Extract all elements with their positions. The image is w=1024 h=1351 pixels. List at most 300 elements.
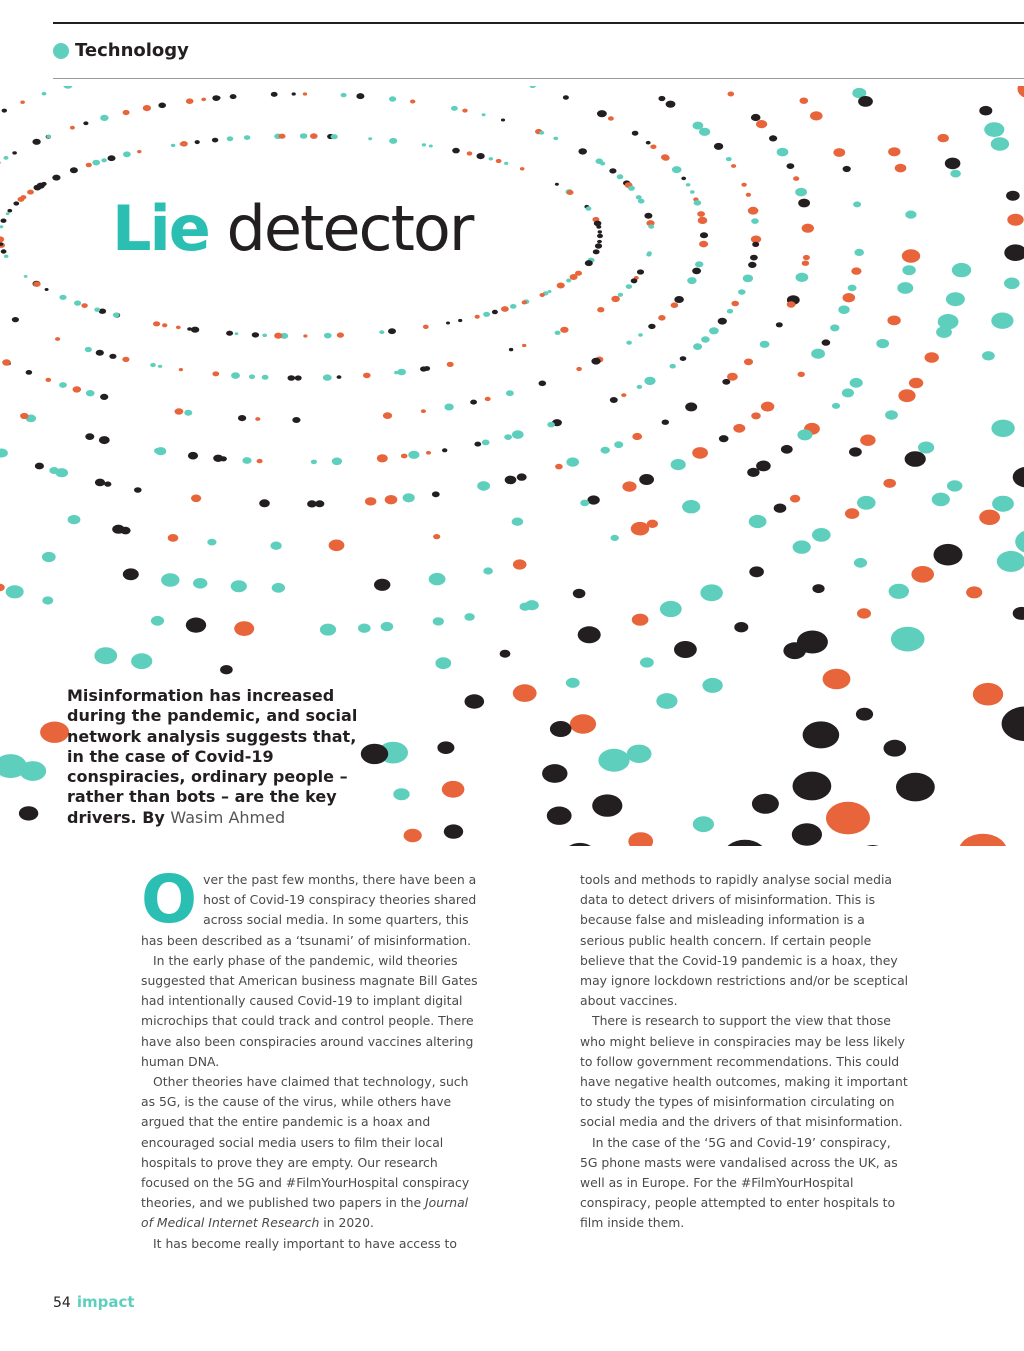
pattern-dot bbox=[811, 349, 825, 359]
pattern-dot bbox=[909, 378, 923, 389]
pattern-dot bbox=[85, 347, 92, 352]
pattern-dot bbox=[1, 249, 7, 253]
pattern-dot bbox=[843, 293, 856, 302]
section-dot-icon bbox=[53, 43, 69, 59]
pattern-dot bbox=[611, 535, 619, 541]
pattern-dot bbox=[885, 410, 898, 419]
pattern-dot bbox=[614, 441, 623, 448]
pattern-dot bbox=[12, 317, 19, 322]
pattern-dot bbox=[719, 435, 729, 442]
pattern-dot bbox=[597, 240, 602, 243]
pattern-dot bbox=[381, 622, 394, 631]
page-footer bbox=[53, 1293, 135, 1311]
pattern-dot bbox=[787, 301, 796, 307]
pattern-dot bbox=[694, 200, 702, 206]
pattern-dot bbox=[891, 627, 925, 652]
pattern-dot bbox=[761, 402, 774, 412]
pattern-dot bbox=[7, 209, 12, 213]
pattern-dot bbox=[513, 559, 527, 569]
pattern-dot bbox=[550, 721, 572, 737]
pattern-dot bbox=[444, 404, 453, 411]
pattern-dot bbox=[295, 375, 302, 380]
pattern-dot bbox=[671, 459, 686, 470]
pattern-dot bbox=[555, 464, 563, 470]
pattern-dot bbox=[95, 479, 105, 487]
pattern-dot bbox=[447, 362, 454, 367]
pattern-dot bbox=[749, 566, 764, 577]
top-rule bbox=[53, 22, 1024, 24]
pattern-dot bbox=[122, 357, 129, 362]
pattern-dot bbox=[238, 415, 246, 421]
pattern-dot bbox=[854, 249, 864, 256]
pattern-dot bbox=[803, 721, 840, 748]
pattern-dot bbox=[131, 653, 152, 669]
pattern-dot bbox=[504, 162, 508, 165]
pattern-dot bbox=[587, 495, 599, 504]
pattern-dot bbox=[596, 225, 601, 229]
pattern-dot bbox=[723, 840, 767, 846]
pattern-dot bbox=[631, 522, 649, 536]
pattern-dot bbox=[644, 377, 655, 385]
pattern-dot bbox=[168, 534, 179, 542]
pattern-dot bbox=[670, 364, 676, 369]
pattern-dot bbox=[1002, 707, 1024, 742]
pattern-dot bbox=[672, 166, 682, 173]
pattern-dot bbox=[692, 268, 701, 275]
pattern-dot bbox=[393, 788, 409, 800]
pattern-dot bbox=[249, 374, 255, 379]
pattern-dot bbox=[992, 496, 1014, 512]
pattern-dot bbox=[848, 285, 857, 292]
pattern-dot bbox=[442, 781, 465, 798]
pattern-dot bbox=[492, 310, 498, 315]
pattern-dot bbox=[887, 316, 900, 326]
pattern-dot bbox=[722, 379, 730, 385]
pattern-dot bbox=[429, 573, 446, 585]
pattern-dot bbox=[134, 487, 142, 493]
pattern-dot bbox=[86, 163, 92, 168]
pattern-dot bbox=[150, 363, 156, 367]
pattern-dot bbox=[379, 330, 384, 334]
pattern-dot bbox=[1004, 244, 1024, 261]
pattern-dot bbox=[311, 460, 317, 465]
pattern-dot bbox=[0, 161, 1, 164]
pattern-dot bbox=[945, 158, 961, 170]
pattern-dot bbox=[743, 275, 753, 283]
pattern-dot bbox=[570, 714, 596, 733]
pattern-dot bbox=[888, 147, 900, 156]
pattern-dot bbox=[109, 354, 116, 359]
pattern-dot bbox=[793, 176, 799, 181]
pattern-dot bbox=[442, 448, 447, 452]
pattern-dot bbox=[792, 823, 822, 845]
pattern-dot bbox=[591, 358, 600, 365]
pattern-dot bbox=[0, 449, 8, 458]
pattern-dot bbox=[826, 802, 870, 835]
article-title bbox=[112, 192, 473, 265]
pattern-dot bbox=[593, 249, 600, 254]
pattern-dot bbox=[823, 669, 851, 690]
pattern-dot bbox=[389, 96, 396, 101]
pattern-dot bbox=[137, 150, 141, 153]
pattern-dot bbox=[902, 265, 915, 275]
pattern-dot bbox=[701, 336, 710, 342]
pattern-dot bbox=[687, 277, 696, 284]
pattern-dot bbox=[108, 155, 116, 161]
pattern-dot bbox=[747, 468, 759, 477]
pattern-dot bbox=[483, 312, 490, 317]
pattern-dot bbox=[539, 131, 544, 135]
pattern-dot bbox=[331, 134, 338, 139]
pattern-dot bbox=[727, 309, 733, 314]
pattern-dot bbox=[570, 274, 578, 280]
pattern-dot bbox=[731, 164, 736, 168]
pattern-dot bbox=[700, 232, 708, 238]
pattern-dot bbox=[337, 332, 344, 337]
pattern-dot bbox=[936, 326, 952, 338]
pattern-dot bbox=[905, 211, 916, 219]
pattern-dot bbox=[718, 318, 727, 325]
pattern-dot bbox=[699, 128, 710, 136]
pattern-dot bbox=[597, 234, 603, 238]
pattern-dot bbox=[627, 745, 652, 763]
pattern-dot bbox=[950, 170, 961, 178]
pattern-dot bbox=[597, 110, 607, 117]
pattern-dot bbox=[220, 665, 233, 674]
pattern-dot bbox=[798, 372, 805, 377]
pattern-dot bbox=[70, 126, 75, 130]
pattern-dot bbox=[567, 190, 574, 195]
pattern-dot bbox=[632, 433, 642, 440]
title-rest-word: detector bbox=[226, 192, 473, 265]
pattern-dot bbox=[201, 98, 206, 102]
pattern-dot bbox=[358, 624, 371, 633]
pattern-dot bbox=[692, 447, 708, 459]
pattern-dot bbox=[938, 134, 949, 142]
pattern-dot bbox=[193, 578, 207, 589]
pattern-dot bbox=[230, 94, 237, 99]
pattern-dot bbox=[905, 451, 926, 467]
pattern-dot bbox=[188, 452, 198, 460]
pattern-dot bbox=[356, 93, 364, 99]
pattern-dot bbox=[751, 412, 761, 419]
pattern-dot bbox=[648, 224, 654, 228]
pattern-dot bbox=[52, 175, 60, 181]
pattern-dot bbox=[621, 393, 626, 397]
pattern-dot bbox=[506, 390, 514, 396]
pattern-dot bbox=[171, 144, 176, 147]
pattern-dot bbox=[92, 160, 100, 166]
pattern-dot bbox=[693, 816, 714, 832]
pattern-dot bbox=[483, 567, 493, 574]
pattern-dot bbox=[123, 110, 130, 115]
pattern-dot bbox=[477, 153, 485, 159]
pattern-dot bbox=[474, 442, 481, 447]
pattern-dot bbox=[849, 447, 862, 456]
magazine-name: impact bbox=[76, 1293, 135, 1311]
pattern-dot bbox=[42, 552, 56, 562]
pattern-dot bbox=[257, 459, 263, 463]
pattern-dot bbox=[685, 402, 697, 411]
pattern-dot bbox=[4, 255, 9, 258]
pattern-dot bbox=[592, 794, 622, 816]
pattern-dot bbox=[341, 93, 347, 97]
pattern-dot bbox=[26, 370, 33, 375]
pattern-dot bbox=[272, 583, 285, 593]
pattern-dot bbox=[176, 326, 181, 330]
pattern-dot bbox=[279, 134, 286, 139]
pattern-dot bbox=[408, 451, 419, 459]
pattern-dot bbox=[777, 148, 789, 157]
pattern-dot bbox=[1006, 191, 1020, 201]
pattern-dot bbox=[99, 436, 110, 444]
pattern-dot bbox=[0, 225, 3, 228]
pattern-dot bbox=[726, 157, 732, 161]
paragraph: In the early phase of the pandemic, wild theories suggested that American business magnate Bill Gates had intentionally caused Covid-19 to implant digital microchips that could track and control people. There have also been conspiracies around vaccines altering human DNA. bbox=[141, 952, 478, 1069]
pattern-dot bbox=[512, 430, 524, 439]
byline-author: Wasim Ahmed bbox=[170, 807, 286, 827]
pattern-dot bbox=[227, 136, 234, 141]
pattern-dot bbox=[123, 151, 131, 157]
pattern-dot bbox=[547, 807, 572, 825]
pattern-dot bbox=[628, 186, 635, 191]
pattern-dot bbox=[83, 121, 88, 125]
pattern-dot bbox=[464, 613, 474, 621]
pattern-dot bbox=[374, 579, 390, 591]
pattern-dot bbox=[733, 424, 745, 433]
pattern-dot bbox=[467, 151, 473, 155]
pattern-dot bbox=[748, 207, 759, 215]
pattern-dot bbox=[646, 141, 651, 145]
pattern-dot bbox=[423, 325, 429, 329]
pattern-dot bbox=[207, 539, 216, 546]
pattern-dot bbox=[505, 476, 517, 485]
pattern-dot bbox=[470, 400, 477, 405]
pattern-dot bbox=[658, 96, 665, 101]
pattern-dot bbox=[895, 164, 907, 173]
journal-name: Journal of Medical Internet Research bbox=[141, 1195, 469, 1231]
pattern-dot bbox=[74, 300, 81, 305]
pattern-dot bbox=[631, 278, 638, 283]
pattern-dot bbox=[70, 167, 78, 173]
pattern-dot bbox=[12, 151, 17, 154]
pattern-dot bbox=[946, 292, 965, 306]
pattern-dot bbox=[444, 824, 463, 838]
pattern-dot bbox=[143, 105, 151, 111]
pattern-dot bbox=[700, 584, 723, 601]
pattern-dot bbox=[853, 201, 861, 207]
pattern-dot bbox=[795, 188, 807, 197]
pattern-dot bbox=[100, 115, 108, 121]
pattern-dot bbox=[555, 183, 559, 186]
pattern-dot bbox=[429, 145, 433, 148]
pattern-dot bbox=[648, 324, 655, 329]
paragraph-text: ver the past few months, there have been a host of Covid-19 conspiracy theories shared across social media. In some quarters, this has been described as a ‘tsunami’ of misinformation. bbox=[141, 872, 477, 948]
pattern-dot bbox=[385, 495, 398, 504]
body-column-2 bbox=[580, 870, 912, 1234]
pattern-dot bbox=[843, 166, 851, 172]
pattern-dot bbox=[175, 408, 184, 414]
pattern-dot bbox=[578, 148, 587, 154]
pattern-dot bbox=[580, 500, 589, 507]
pattern-dot bbox=[517, 473, 527, 480]
pattern-dot bbox=[760, 341, 770, 348]
pattern-dot bbox=[1, 219, 7, 223]
pattern-dot bbox=[433, 534, 440, 539]
pattern-dot bbox=[475, 315, 480, 319]
pattern-dot bbox=[35, 463, 44, 470]
pattern-dot bbox=[85, 433, 94, 440]
pattern-dot bbox=[952, 263, 971, 277]
pattern-dot bbox=[452, 148, 460, 154]
pattern-dot bbox=[154, 448, 162, 454]
pattern-dot bbox=[231, 580, 247, 592]
pattern-dot bbox=[680, 356, 687, 361]
pattern-dot bbox=[845, 508, 859, 519]
pattern-dot bbox=[656, 693, 677, 709]
pattern-dot bbox=[830, 324, 839, 331]
pattern-dot bbox=[626, 284, 632, 289]
pattern-dot bbox=[46, 378, 52, 382]
pattern-dot bbox=[422, 143, 426, 146]
pattern-dot bbox=[542, 764, 567, 783]
pattern-dot bbox=[489, 157, 494, 160]
pattern-dot bbox=[271, 542, 282, 550]
pattern-dot bbox=[377, 454, 388, 462]
pattern-dot bbox=[618, 293, 623, 297]
pattern-dot bbox=[790, 495, 800, 503]
pattern-dot bbox=[802, 224, 814, 233]
pattern-dot bbox=[662, 420, 669, 425]
pattern-dot bbox=[213, 455, 223, 462]
pattern-dot bbox=[397, 369, 406, 376]
pattern-dot bbox=[458, 319, 462, 322]
pattern-dot bbox=[332, 458, 342, 466]
pattern-dot bbox=[113, 313, 120, 318]
pattern-dot bbox=[934, 544, 963, 566]
pattern-dot bbox=[658, 315, 665, 321]
pattern-dot bbox=[918, 442, 934, 454]
pattern-dot bbox=[851, 267, 861, 274]
pattern-dot bbox=[610, 397, 618, 403]
pattern-dot bbox=[671, 302, 679, 308]
pattern-dot bbox=[410, 100, 415, 104]
pattern-dot bbox=[186, 98, 194, 104]
pattern-dot bbox=[547, 422, 555, 428]
pattern-dot bbox=[482, 113, 486, 116]
pattern-dot bbox=[756, 120, 767, 128]
pattern-dot bbox=[500, 650, 511, 658]
pattern-dot bbox=[776, 322, 783, 327]
pattern-dot bbox=[597, 307, 604, 312]
pattern-dot bbox=[383, 412, 392, 419]
paragraph-text: Other theories have claimed that technology, such as 5G, is the cause of the virus, while others have argued that the entire pandemic is a hoax and encouraged social media users to film their local hospitals to prove they are empty. Our research focused on the 5G and #FilmYourHospital conspiracy theories, and we published two papers in the bbox=[141, 1074, 470, 1211]
pattern-dot bbox=[191, 495, 201, 503]
body-column-1 bbox=[141, 861, 479, 1254]
pattern-dot bbox=[195, 140, 200, 144]
pattern-dot bbox=[73, 386, 82, 392]
pattern-dot bbox=[401, 454, 408, 459]
pattern-dot bbox=[793, 772, 832, 801]
pattern-dot bbox=[42, 92, 47, 96]
pattern-dot bbox=[522, 344, 526, 347]
pattern-dot bbox=[991, 313, 1013, 329]
pattern-dot bbox=[310, 133, 318, 139]
pattern-dot bbox=[112, 525, 124, 534]
pattern-dot bbox=[252, 332, 259, 337]
section-header bbox=[53, 40, 189, 61]
pattern-dot bbox=[617, 174, 624, 179]
pattern-dot bbox=[86, 390, 95, 396]
pattern-dot bbox=[697, 211, 705, 217]
pattern-dot bbox=[255, 417, 260, 421]
pattern-dot bbox=[388, 328, 396, 334]
pattern-dot bbox=[513, 684, 537, 702]
pattern-dot bbox=[674, 296, 684, 303]
pattern-dot bbox=[262, 334, 267, 338]
pattern-dot bbox=[566, 279, 571, 283]
pattern-dot bbox=[104, 481, 111, 486]
pattern-dot bbox=[959, 834, 1008, 846]
pattern-dot bbox=[660, 601, 682, 617]
paragraph: tools and methods to rapidly analyse social media data to detect drivers of misinformation. This is because false and misleading information is a serious public health concern. If certain people believe that the Covid-19 pandemic is a hoax, they may ignore lockdown restrictions and/or be sceptical about vaccines. bbox=[580, 872, 909, 1009]
pattern-dot bbox=[13, 201, 19, 205]
standfirst bbox=[67, 686, 367, 828]
pattern-dot bbox=[271, 92, 278, 97]
pattern-dot bbox=[231, 372, 240, 379]
pattern-dot bbox=[520, 603, 531, 611]
pattern-dot bbox=[932, 493, 950, 507]
pattern-dot bbox=[979, 510, 1000, 525]
pattern-dot bbox=[674, 641, 697, 658]
pattern-dot bbox=[555, 331, 561, 335]
pattern-dot bbox=[787, 163, 795, 169]
pattern-dot bbox=[404, 829, 422, 842]
pattern-dot bbox=[94, 647, 117, 664]
byline-prefix: By bbox=[142, 807, 165, 827]
pattern-dot bbox=[838, 305, 849, 314]
pattern-dot bbox=[611, 296, 620, 302]
pattern-dot bbox=[244, 135, 250, 140]
pattern-dot bbox=[859, 845, 886, 846]
pattern-dot bbox=[883, 479, 896, 488]
pattern-dot bbox=[158, 103, 166, 109]
pattern-dot bbox=[662, 155, 670, 161]
pattern-dot bbox=[1013, 607, 1024, 620]
pattern-dot bbox=[666, 101, 676, 108]
pattern-dot bbox=[982, 351, 995, 360]
pattern-dot bbox=[698, 217, 708, 224]
paragraph: It has become really important to have access to bbox=[153, 1235, 457, 1251]
pattern-dot bbox=[857, 496, 876, 510]
pattern-dot bbox=[179, 368, 183, 371]
pattern-dot bbox=[40, 722, 69, 743]
pattern-dot bbox=[639, 474, 654, 485]
pattern-dot bbox=[33, 281, 40, 286]
pattern-dot bbox=[363, 373, 371, 379]
pattern-dot bbox=[4, 156, 9, 160]
paragraph: There is research to support the view that those who might believe in conspiracies may be less likely to follow government recommendations. This could have negative health outcomes, making it important to study the types of misinformation circulating on social media and the drivers of that misinformation. bbox=[580, 1013, 908, 1130]
pattern-dot bbox=[292, 92, 296, 95]
pattern-dot bbox=[997, 551, 1024, 572]
pattern-dot bbox=[854, 558, 867, 568]
pattern-dot bbox=[100, 394, 108, 400]
pattern-dot bbox=[300, 133, 308, 139]
pattern-dot bbox=[896, 773, 935, 802]
pattern-dot bbox=[41, 182, 46, 186]
pattern-dot bbox=[578, 626, 601, 643]
pattern-dot bbox=[686, 183, 691, 186]
